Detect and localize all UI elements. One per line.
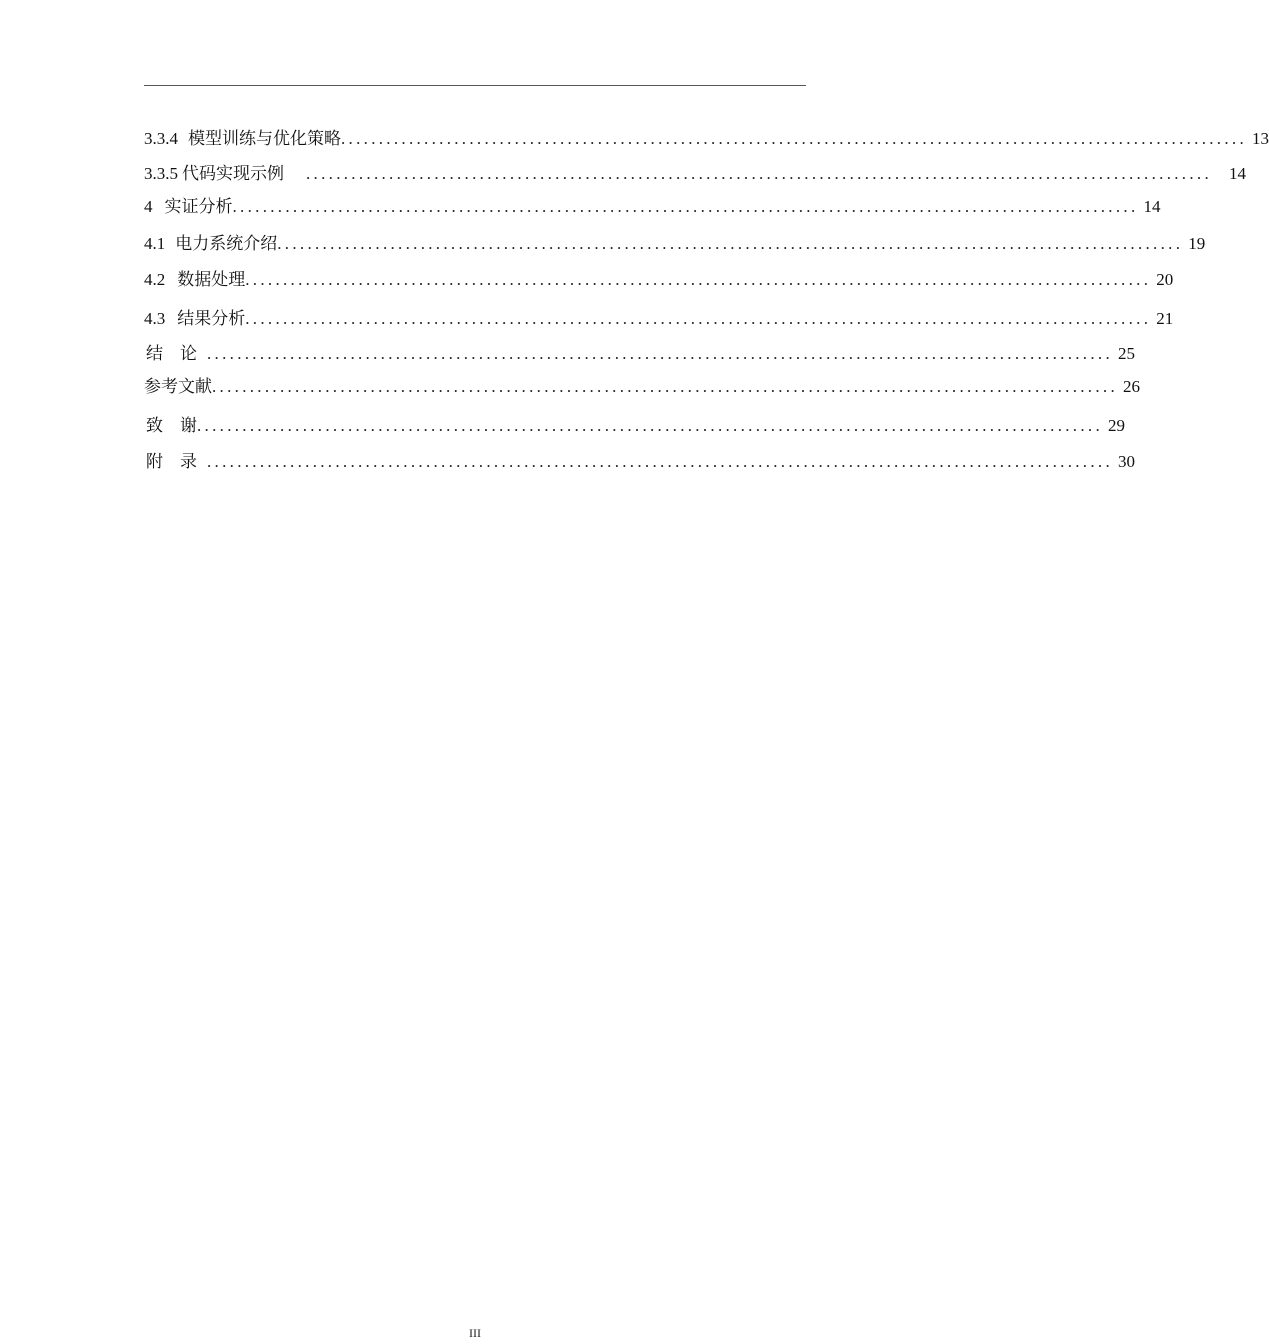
toc-page-number: 21 <box>1156 309 1174 328</box>
toc-page-number: 25 <box>1118 344 1135 363</box>
toc-entry-4[interactable] <box>144 194 1161 218</box>
toc-entry-4-2[interactable] <box>144 267 1174 291</box>
page-number: III <box>469 1326 481 1340</box>
dot-leader: ........................................................................................................................ <box>277 234 1184 253</box>
toc-entry-label: 4.1 电力系统介绍 <box>144 234 278 253</box>
toc-page-number: 29 <box>1108 416 1125 435</box>
toc-entry-label: 结 论 <box>146 344 197 363</box>
header-rule <box>144 85 806 86</box>
dot-leader: ........................................................................................................................ <box>245 270 1152 289</box>
toc-entry-4-1[interactable] <box>144 231 1206 255</box>
dot-leader: ........................................................................................................................ <box>212 377 1118 396</box>
toc-entry-label: 附 录 <box>146 452 197 471</box>
toc-entry-label: 3.3.5 代码实现示例 <box>144 164 284 183</box>
dot-leader: ........................................................................................................................ <box>245 309 1152 328</box>
dot-leader: ........................................................................................................................ <box>341 129 1247 148</box>
toc-page-number: 14 <box>1143 197 1161 216</box>
toc-page-number: 19 <box>1188 234 1206 253</box>
toc-entry-appendix[interactable] <box>144 449 1135 473</box>
toc-entry-4-3[interactable] <box>144 306 1174 330</box>
toc-page-number: 30 <box>1118 452 1135 471</box>
dot-leader: ........................................................................................................................ <box>306 164 1212 183</box>
toc-entry-label: 致 谢 <box>146 416 197 435</box>
toc-entry-conclusion[interactable] <box>144 341 1135 365</box>
toc-entry-label: 4.2 数据处理 <box>144 270 246 289</box>
dot-leader: ........................................................................................................................ <box>207 452 1113 471</box>
dot-leader: ........................................................................................................................ <box>197 416 1103 435</box>
toc-entry-references[interactable] <box>144 374 1140 398</box>
dot-leader: ........................................................................................................................ <box>207 344 1113 363</box>
toc-page-number: 13 <box>1252 129 1269 148</box>
toc-entry-3-3-4[interactable] <box>144 126 1269 150</box>
toc-entry-label: 参考文献 <box>144 377 212 396</box>
toc-page-number: 14 <box>1229 164 1246 183</box>
toc-entry-acknowledgements[interactable] <box>144 413 1125 437</box>
toc-page-number: 20 <box>1156 270 1174 289</box>
toc-entry-label: 4 实证分析 <box>144 197 233 216</box>
toc-page-number: 26 <box>1123 377 1140 396</box>
toc-entry-label: 4.3 结果分析 <box>144 309 246 328</box>
dot-leader: ........................................................................................................................ <box>232 197 1139 216</box>
toc-entry-label: 3.3.4 模型训练与优化策略 <box>144 129 341 148</box>
toc-entry-3-3-5[interactable] <box>144 161 1246 185</box>
